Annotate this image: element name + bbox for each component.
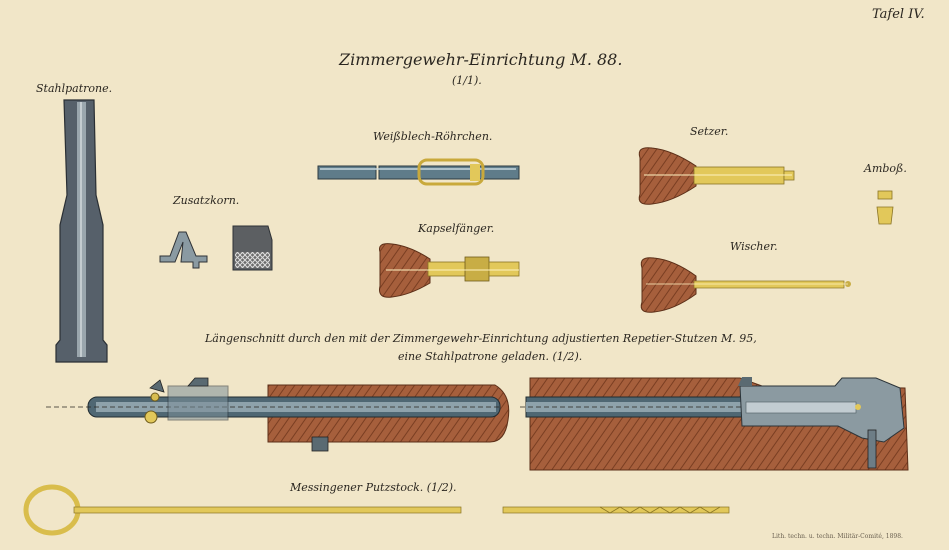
kapselfaenger-drawing [380, 244, 520, 298]
zusatzkorn-drawing [160, 226, 272, 270]
stahlpatrone-drawing [56, 100, 107, 362]
setzer-drawing [639, 148, 794, 205]
amboss-drawing [877, 191, 893, 224]
section-left-drawing [46, 378, 509, 451]
plate-scale: (1/1). [452, 74, 482, 87]
section-caption-line1: Längenschnitt durch den mit der Zimmergewehr-Einrichtung adjustierten Repetier-Stutzen M. 95, [205, 332, 757, 345]
wischer-drawing [641, 258, 851, 313]
label-roehrchen: Weißblech-Röhrchen. [373, 130, 493, 143]
label-kapselfaenger: Kapselfänger. [418, 222, 495, 235]
roehrchen-drawing [318, 160, 519, 184]
label-stahlpatrone: Stahlpatrone. [36, 82, 113, 95]
plate-title: Zimmergewehr-Einrichtung M. 88. [339, 50, 623, 69]
section-right-drawing [520, 377, 908, 470]
plate-number: Tafel IV. [872, 7, 925, 22]
label-amboss: Amboß. [864, 162, 907, 175]
label-wischer: Wischer. [730, 240, 778, 253]
label-setzer: Setzer. [690, 125, 729, 138]
label-putzstock: Messingener Putzstock. (1/2). [290, 481, 457, 494]
label-zusatzkorn: Zusatzkorn. [173, 194, 240, 207]
printer-credit: Lith. techn. u. techn. Militär-Comité, 1898. [772, 533, 903, 540]
section-caption-line2: eine Stahlpatrone geladen. (1/2). [398, 350, 583, 363]
